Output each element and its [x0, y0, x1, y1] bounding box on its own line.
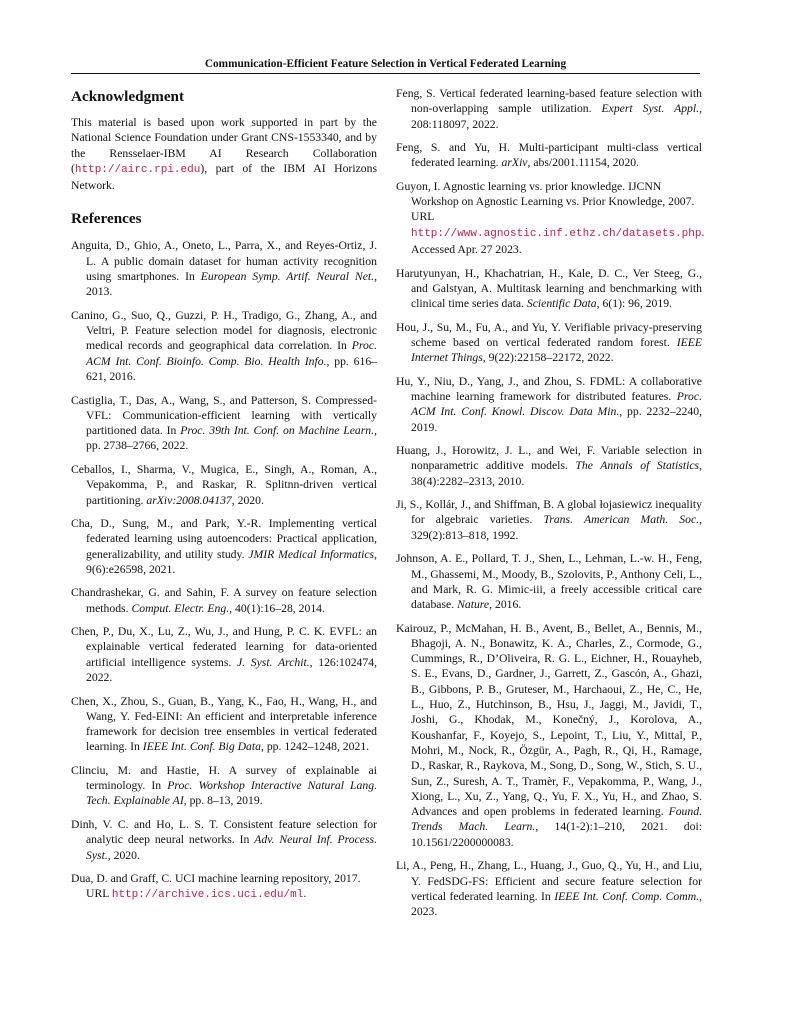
- ref-text: Dinh, V. C. and Ho, L. S. T. Consistent feature selection for analytic deep neural networks. In: [71, 817, 377, 847]
- reference-item: [71, 516, 377, 577]
- reference-item: [71, 694, 377, 755]
- ref-details: , 40(1):16–28, 2014.: [229, 601, 325, 615]
- ref-text: Li, A., Peng, H., Zhang, L., Huang, J., Guo, Q., Yu, H., and Liu, Y. FedSDG-FS: Efficient and secure feature selection for vertical federated learning. In: [396, 859, 702, 903]
- ref-text: Dua, D. and Graff, C. UCI machine learning repository, 2017. URL: [71, 872, 361, 901]
- ref-details: , 9(22):22158–22172, 2022.: [482, 351, 614, 365]
- ref-details: , pp. 1242–1248, 2021.: [260, 740, 370, 754]
- reference-item: [396, 621, 702, 850]
- ref-venue: Proc. ACM Int. Conf. Bioinfo. Comp. Bio. Health Info.: [86, 339, 377, 368]
- ref-text: Hu, Y., Niu, D., Yang, J., and Zhou, S. FDML: A collaborative machine learning framework for distributed features.: [396, 374, 702, 403]
- ref-text: Feng, S. and Yu, H. Multi-participant multi-class vertical federated learning.: [396, 141, 702, 170]
- ref-text: Guyon, I. Agnostic learning vs. prior knowledge. IJCNN Workshop on Agnostic Learning vs. Prior Knowledge, 2007. URL: [396, 179, 695, 224]
- acknowledgment-text: [71, 115, 377, 193]
- ref-venue: Comput. Electr. Eng.: [131, 601, 230, 615]
- reference-item: [71, 585, 377, 616]
- ref-venue: IEEE Int. Conf. Comp. Comm.: [554, 889, 700, 903]
- ref-details: , pp. 2738–2766, 2022.: [86, 424, 377, 453]
- ref-details: , 126:102474, 2022.: [86, 655, 377, 685]
- ref-text: Huang, J., Horowitz, J. L., and Wei, F. Variable selection in nonparametric additive models.: [396, 444, 702, 473]
- ack-text-end: ), part of the IBM AI Horizons Network.: [71, 161, 377, 193]
- ref-details: .: [303, 887, 307, 901]
- ref-details: , 14(1-2):1–210, 2021. doi: 10.1561/2200000083.: [411, 820, 702, 849]
- ref-details: , 2020.: [107, 848, 140, 862]
- ref-venue: Nature: [457, 598, 490, 612]
- ref-text: Ceballos, I., Sharma, V., Mugica, E., Singh, A., Roman, A., Vepakomma, P., and Raskar, R. Splitnn-driven vertical partitioning.: [71, 462, 377, 507]
- ref-venue: JMIR Medical Informatics: [248, 547, 375, 561]
- airc-link[interactable]: http://airc.rpi.edu: [74, 163, 201, 176]
- ref-text: Kairouz, P., McMahan, H. B., Avent, B., Bellet, A., Bennis, M., Bhagoji, A. N., Bonawitz, K. A., Charles, Z., Cormode, G., Cummings, R., D’Oliveira, R. G. L., Eichner, H., Rouayheb, S. E., Evans, D., Gardner, J., Garrett, Z., Gascón, A., Ghazi, B., Gibbons, P. B., Gruteser, M., Harchaoui, Z., He, C., He, L., Huo, Z., Hutchinson, B., Hsu, J., Jaggi, M., Javidi, T., Joshi, G., Khodak, M., Konečný, J., Korolova, A., Koushanfar, F., Koyejo, S., Lepoint, T., Liu, Y., Mittal, P., Mohri, M., Nock, R., Özgür, A., Pagh, R., Qi, H., Ramage, D., Raskar, R., Raykova, M., Song, D., Song, W., Stich, S. U., Sun, Z., Suresh, A. T., Tramèr, F., Vepakomma, P., Wang, J., Xiong, L., Xu, Z., Yang, Q., Yu, F. X., Yu, H., and Zhao, S. Advances and open problems in federated learning.: [396, 621, 702, 819]
- reference-item: [71, 871, 377, 904]
- ref-details: , pp. 8–13, 2019.: [183, 794, 263, 808]
- ref-text: Canino, G., Suo, Q., Guzzi, P. H., Tradigo, G., Zhang, A., and Veltri, P. Feature selection model for diagnosis, electronic medical records and geographical data correlation. In: [71, 308, 377, 353]
- ref-text: Castiglia, T., Das, A., Wang, S., and Patterson, S. Compressed-VFL: Communication-efficient learning with vertically partitioned data. In: [71, 393, 377, 438]
- ref-details: , abs/2001.11154, 2020.: [527, 156, 639, 170]
- ref-venue: European Symp. Artif. Neural Net.: [200, 270, 375, 284]
- running-title: Communication-Efficient Feature Selection in Vertical Federated Learning: [204, 58, 567, 70]
- ref-text: Chen, P., Du, X., Lu, Z., Wu, J., and Hung, P. C. K. EVFL: an explainable vertical federated learning for data-oriented artificial intelligence systems.: [71, 625, 377, 669]
- reference-item: [396, 443, 702, 489]
- ref-details: , 208:118097, 2022.: [411, 102, 702, 131]
- ref-venue: Proc. ACM Int. Conf. Knowl. Discov. Data Min.: [411, 389, 702, 419]
- reference-item: [71, 462, 377, 508]
- ref-text: Chen, X., Zhou, S., Guan, B., Yang, K., Fao, H., Wang, H., and Wang, Y. Fed-EINI: An efficient and interpretable inference framework for decision tree ensembles in vertical federated learning. In: [71, 694, 377, 754]
- ref-url-link[interactable]: http://www.agnostic.inf.ethz.ch/datasets.php: [411, 227, 702, 240]
- reference-item: [71, 817, 377, 863]
- ref-url-link[interactable]: http://archive.ics.uci.edu/ml: [111, 889, 304, 902]
- left-column: [71, 86, 377, 912]
- ref-text: Anguita, D., Ghio, A., Oneto, L., Parra, X., and Reyes-Ortiz, J. L. A public domain dataset for human activity recognition using smartphones. In: [71, 239, 377, 284]
- ref-details: , 2016.: [489, 598, 522, 612]
- ref-venue: Adv. Neural Inf. Process. Syst.: [86, 833, 377, 862]
- reference-item: [71, 308, 377, 384]
- ref-text: Chandrashekar, G. and Sahin, F. A survey on feature selection methods.: [71, 586, 377, 615]
- ref-text: Harutyunyan, H., Khachatrian, H., Kale, D. C., Ver Steeg, G., and Galstyan, A. Multitask learning and benchmarking with clinical time series data.: [396, 266, 702, 311]
- ref-text: Cha, D., Sung, M., and Park, Y.-R. Implementing vertical federated learning using autoencoders: Practical application, generalizability, and utility study.: [71, 516, 377, 561]
- ref-details: . Accessed Apr. 27 2023.: [411, 225, 705, 257]
- reference-item: [396, 86, 702, 132]
- header-rule: [71, 73, 700, 74]
- ref-venue: The Annals of Statistics: [575, 459, 700, 473]
- ref-venue: Proc. Workshop Interactive Natural Lang. Tech. Explainable AI: [86, 779, 377, 808]
- ref-details: , 38(4):2282–2313, 2010.: [411, 459, 702, 488]
- ref-details: , 329(2):813–818, 1992.: [411, 513, 702, 542]
- ref-venue: Expert Syst. Appl.: [601, 102, 700, 116]
- ref-venue: Scientific Data: [526, 297, 597, 311]
- ref-details: , 9(6):e26598, 2021.: [86, 547, 378, 576]
- right-column: [396, 86, 705, 928]
- ref-details: , pp. 2232–2240, 2019.: [411, 405, 703, 434]
- ref-venue: IEEE Internet Things: [411, 335, 702, 365]
- reference-item: [396, 551, 702, 612]
- reference-item: [71, 624, 377, 685]
- ref-venue: J. Syst. Archit.: [237, 655, 310, 669]
- reference-item: [396, 266, 702, 312]
- reference-item: [396, 374, 702, 435]
- references-heading: References: [71, 210, 142, 228]
- reference-item: [396, 140, 702, 171]
- reference-item: [71, 238, 377, 299]
- ack-text-start: This material is based upon work supported in part by the National Science Foundation under Grant CNS-1553340, and by the Rensselaer-IBM AI Research Collaboration (: [71, 116, 377, 175]
- reference-item: [396, 858, 702, 919]
- ref-details: , 6(1): 96, 2019.: [596, 297, 672, 311]
- ref-venue: arXiv: [501, 156, 528, 170]
- ref-venue: Trans. American Math. Soc.: [543, 513, 700, 527]
- ref-venue: Found. Trends Mach. Learn.: [411, 805, 702, 834]
- acknowledgment-heading: Acknowledgment: [71, 88, 185, 105]
- ref-venue: arXiv:2008.04137: [146, 493, 232, 507]
- ref-text: Ji, S., Kollár, J., and Shiffman, B. A global łojasiewicz inequality for algebraic varieties.: [396, 498, 702, 527]
- ref-text: Johnson, A. E., Pollard, T. J., Shen, L., Lehman, L.-w. H., Feng, M., Ghassemi, M., Moody, B., Szolovits, P., Anthony Celi, L., and Mark, R. G. Mimic-iii, a freely accessible critical care database.: [396, 552, 702, 612]
- ref-venue: IEEE Int. Conf. Big Data: [142, 740, 261, 754]
- reference-item: [71, 393, 377, 454]
- ref-text: Hou, J., Su, M., Fu, A., and Yu, Y. Verifiable privacy-preserving scheme based on vertical federated random forest.: [396, 320, 702, 349]
- ref-text: Clinciu, M. and Hastie, H. A survey of explainable ai terminology. In: [71, 763, 377, 793]
- ref-text: Feng, S. Vertical federated learning-based feature selection with non-overlapping sample utilization.: [396, 87, 702, 116]
- reference-item: [396, 320, 702, 366]
- reference-item: [71, 763, 377, 809]
- ref-details: , 2020.: [231, 493, 264, 507]
- ref-details: , 2013.: [86, 270, 378, 299]
- ref-details: , pp. 616–621, 2016.: [86, 354, 378, 384]
- reference-item: [396, 179, 705, 257]
- reference-item: [396, 497, 702, 543]
- ref-details: , 2023.: [411, 889, 702, 919]
- ref-venue: Proc. 39th Int. Conf. on Machine Learn.: [180, 424, 375, 438]
